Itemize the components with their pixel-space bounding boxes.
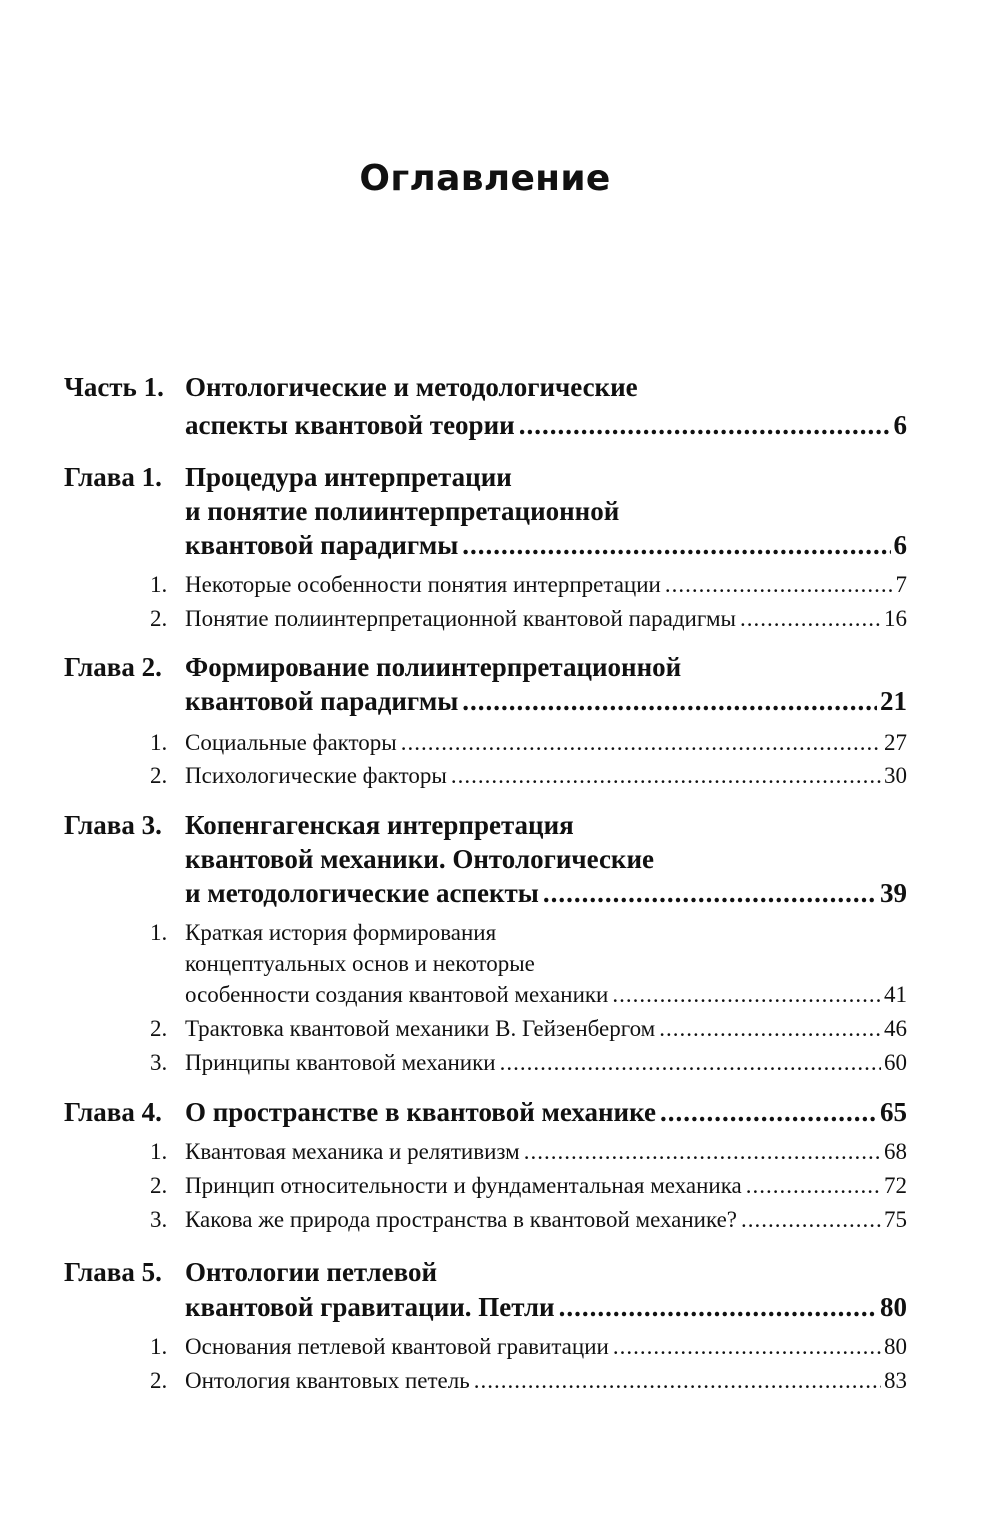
part-title-line: Онтологические и методологические — [185, 372, 638, 402]
page-number: 27 — [884, 730, 907, 755]
page-number: 46 — [884, 1016, 907, 1041]
page-number: 68 — [884, 1139, 907, 1164]
toc-entry-section[interactable] — [185, 982, 907, 1008]
toc-entry-part1[interactable] — [185, 410, 907, 441]
chapter-label: Глава 5. — [64, 1257, 162, 1287]
chapter-label: Глава 2. — [64, 652, 162, 682]
section-title: Принципы квантовой механики — [185, 1050, 496, 1075]
chapter-label: Глава 3. — [64, 810, 162, 840]
page-number: 60 — [884, 1050, 907, 1075]
chapter-title-line: квантовой механики. Онтологические — [185, 844, 655, 874]
dot-leader — [462, 530, 890, 561]
toc-entry-section[interactable] — [185, 606, 907, 632]
page-number: 80 — [884, 1334, 907, 1359]
toc-entry-section[interactable] — [185, 1207, 907, 1233]
toc-entry-chapter5[interactable] — [185, 1292, 907, 1323]
dot-leader — [740, 606, 881, 632]
chapter-label: Глава 1. — [64, 462, 162, 492]
toc-entry-chapter1[interactable] — [185, 530, 907, 561]
section-number: 2. — [150, 1368, 168, 1393]
chapter-title-line: и методологические аспекты — [185, 878, 539, 908]
dot-leader — [612, 982, 881, 1008]
part-title-line: аспекты квантовой теории — [185, 410, 515, 440]
dot-leader — [474, 1368, 881, 1394]
chapter-title-line: О пространстве в квантовой механике — [185, 1097, 656, 1127]
section-number: 2. — [150, 606, 168, 631]
toc-entry-section[interactable] — [185, 1334, 907, 1360]
section-number: 3. — [150, 1050, 168, 1075]
page-number: 7 — [895, 572, 907, 597]
section-title: Основания петлевой квантовой гравитации — [185, 1334, 609, 1359]
toc-entry-section[interactable] — [185, 1139, 907, 1165]
section-title: Какова же природа пространства в квантовой механике? — [185, 1207, 738, 1232]
page-number: 30 — [884, 763, 907, 788]
section-number: 1. — [150, 920, 168, 945]
page-number: 6 — [893, 410, 907, 440]
section-title: Квантовая механика и релятивизм — [185, 1139, 520, 1164]
chapter-title-line: квантовой парадигмы — [185, 686, 459, 716]
section-title: Принцип относительности и фундаментальная механика — [185, 1173, 742, 1198]
section-title: Некоторые особенности понятия интерпретации — [185, 572, 661, 597]
dot-leader — [659, 1016, 881, 1042]
page-number: 39 — [880, 878, 907, 908]
dot-leader — [660, 1097, 877, 1128]
section-title-line: Краткая история формирования — [185, 920, 497, 945]
chapter-title-line: Копенгагенская интерпретация — [185, 810, 574, 840]
toc-entry-section[interactable] — [185, 1368, 907, 1394]
toc-entry-chapter2[interactable] — [185, 686, 907, 717]
dot-leader — [559, 1292, 877, 1323]
chapter-title-line: Онтологии петлевой — [185, 1257, 438, 1287]
page-number: 75 — [884, 1207, 907, 1232]
dot-leader — [401, 730, 881, 756]
section-number: 3. — [150, 1207, 168, 1232]
toc-entry-section[interactable] — [185, 1173, 907, 1199]
dot-leader — [451, 763, 881, 789]
dot-leader — [500, 1050, 881, 1076]
chapter-title-line: квантовой парадигмы — [185, 530, 459, 560]
dot-leader — [665, 572, 893, 598]
toc-entry-section[interactable] — [185, 572, 907, 598]
chapter-title-line: Процедура интерпретации — [185, 462, 512, 492]
toc-entry-section[interactable] — [185, 1050, 907, 1076]
dot-leader — [613, 1334, 881, 1360]
page-number: 83 — [884, 1368, 907, 1393]
chapter-label: Глава 4. — [64, 1097, 162, 1127]
chapter-title-line: и понятие полиинтерпретационной — [185, 496, 620, 526]
chapter-title-line: квантовой гравитации. Петли — [185, 1292, 555, 1322]
section-number: 1. — [150, 1334, 168, 1359]
page-number: 65 — [880, 1097, 907, 1127]
dot-leader — [519, 410, 891, 441]
dot-leader — [741, 1207, 881, 1233]
section-number: 1. — [150, 572, 168, 597]
toc-entry-section[interactable] — [185, 1016, 907, 1042]
page-number: 21 — [880, 686, 907, 716]
page-number: 16 — [884, 606, 907, 631]
page-title: Оглавление — [359, 158, 611, 199]
section-title: Понятие полиинтерпретационной квантовой парадигмы — [185, 606, 736, 631]
section-title-line: особенности создания квантовой механики — [185, 982, 609, 1007]
section-number: 2. — [150, 1173, 168, 1198]
section-number: 1. — [150, 1139, 168, 1164]
toc-entry-chapter4[interactable] — [185, 1097, 907, 1128]
toc-entry-section[interactable] — [185, 763, 907, 789]
section-title: Социальные факторы — [185, 730, 397, 755]
section-title: Трактовка квантовой механики В. Гейзенбергом — [185, 1016, 656, 1041]
page-number: 80 — [880, 1292, 907, 1322]
section-title: Онтология квантовых петель — [185, 1368, 470, 1393]
dot-leader — [543, 878, 877, 909]
dot-leader — [746, 1173, 881, 1199]
toc-entry-chapter3[interactable] — [185, 878, 907, 909]
page-number: 41 — [884, 982, 907, 1007]
section-number: 1. — [150, 730, 168, 755]
section-number: 2. — [150, 1016, 168, 1041]
part-label: Часть 1. — [64, 372, 164, 402]
dot-leader — [524, 1139, 881, 1165]
page-number: 6 — [893, 530, 907, 560]
page-number: 72 — [884, 1173, 907, 1198]
section-number: 2. — [150, 763, 168, 788]
toc-entry-section[interactable] — [185, 730, 907, 756]
chapter-title-line: Формирование полиинтерпретационной — [185, 652, 682, 682]
dot-leader — [462, 686, 877, 717]
section-title-line: концептуальных основ и некоторые — [185, 951, 535, 976]
section-title: Психологические факторы — [185, 763, 447, 788]
